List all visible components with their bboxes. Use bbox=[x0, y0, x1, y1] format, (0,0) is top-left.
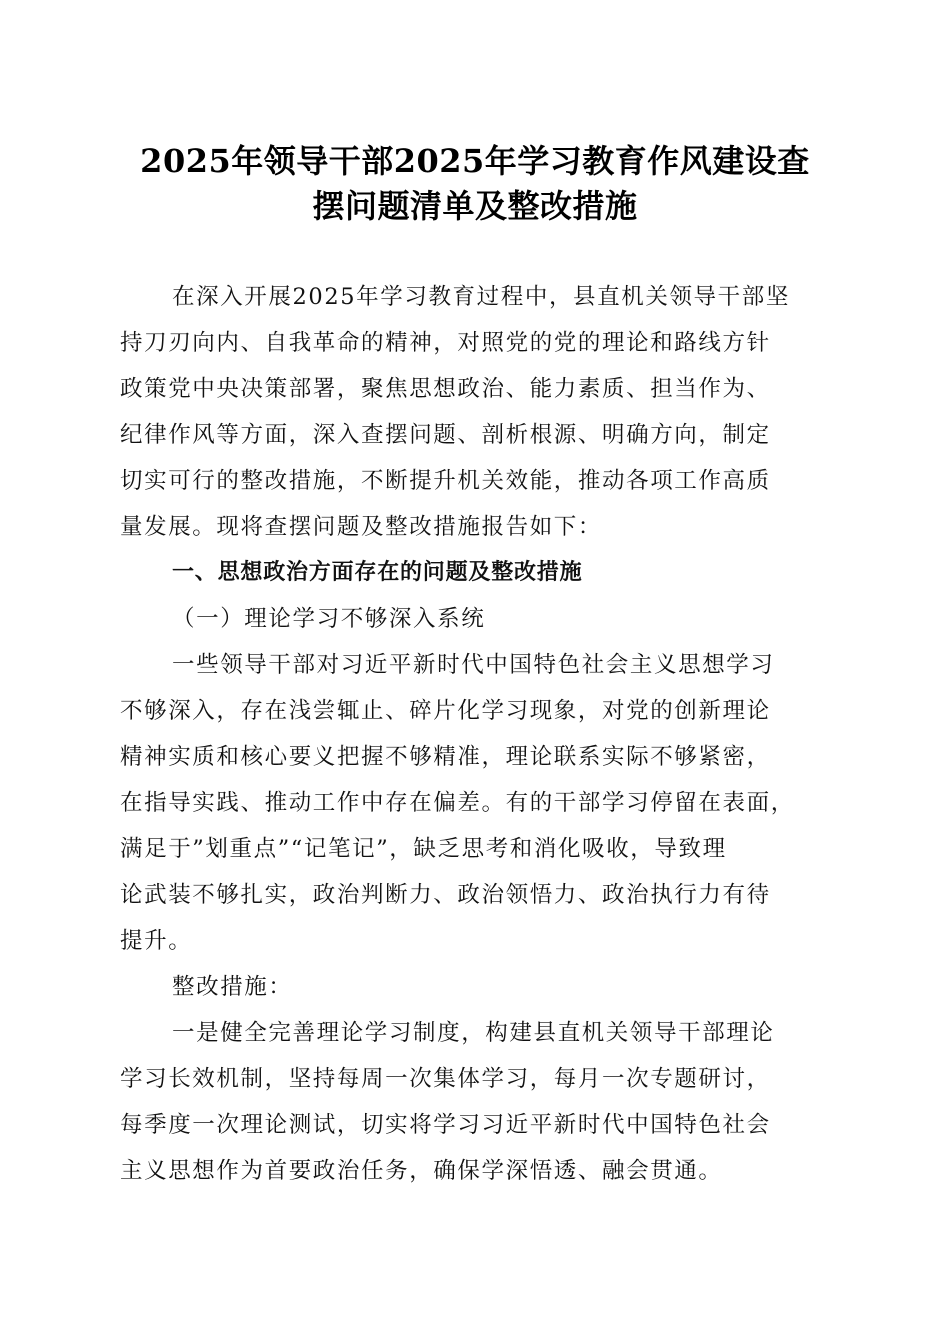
section-heading-1: 一、思想政治方面存在的问题及整改措施 bbox=[172, 560, 583, 585]
problem-line-4: 在指导实践、推动工作中存在偏差。有的干部学习停留在表面， bbox=[120, 790, 795, 816]
problem-line-6: 论武装不够扎实，政治判断力、政治领悟力、政治执行力有待 bbox=[120, 882, 771, 908]
document-title-line-1: 2025年领导干部2025年学习教育作风建设查 bbox=[140, 142, 810, 180]
problem-line-5: 满足于”划重点”“记笔记”，缺乏思考和消化吸收，导致理 bbox=[120, 836, 727, 862]
intro-line-6: 量发展。现将查摆问题及整改措施报告如下： bbox=[120, 514, 603, 540]
intro-line-1: 在深入开展2025年学习教育过程中，县直机关领导干部坚 bbox=[172, 284, 790, 310]
measure-line-1: 一是健全完善理论学习制度，构建县直机关领导干部理论 bbox=[172, 1020, 775, 1046]
problem-line-3: 精神实质和核心要义把握不够精准，理论联系实际不够紧密， bbox=[120, 744, 771, 770]
intro-line-5: 切实可行的整改措施，不断提升机关效能，推动各项工作高质 bbox=[120, 468, 771, 494]
subsection-heading-1: （一）理论学习不够深入系统 bbox=[172, 606, 486, 632]
problem-line-2: 不够深入，存在浅尝辄止、碎片化学习现象，对党的创新理论 bbox=[120, 698, 771, 724]
intro-line-3: 政策党中央决策部署，聚焦思想政治、能力素质、担当作为、 bbox=[120, 376, 771, 402]
intro-line-4: 纪律作风等方面，深入查摆问题、剖析根源、明确方向，制定 bbox=[120, 422, 771, 448]
measure-line-4: 主义思想作为首要政治任务，确保学深悟透、融会贯通。 bbox=[120, 1158, 723, 1184]
measure-line-3: 每季度一次理论测试，切实将学习习近平新时代中国特色社会 bbox=[120, 1112, 771, 1138]
measure-line-2: 学习长效机制，坚持每周一次集体学习，每月一次专题研讨， bbox=[120, 1066, 771, 1092]
measures-label: 整改措施： bbox=[172, 974, 293, 1000]
intro-line-2: 持刀刃向内、自我革命的精神，对照党的党的理论和路线方针 bbox=[120, 330, 771, 356]
problem-line-1: 一些领导干部对习近平新时代中国特色社会主义思想学习 bbox=[172, 652, 775, 678]
document-title-line-2: 摆问题清单及整改措施 bbox=[312, 187, 638, 225]
problem-line-7: 提升。 bbox=[120, 928, 193, 954]
